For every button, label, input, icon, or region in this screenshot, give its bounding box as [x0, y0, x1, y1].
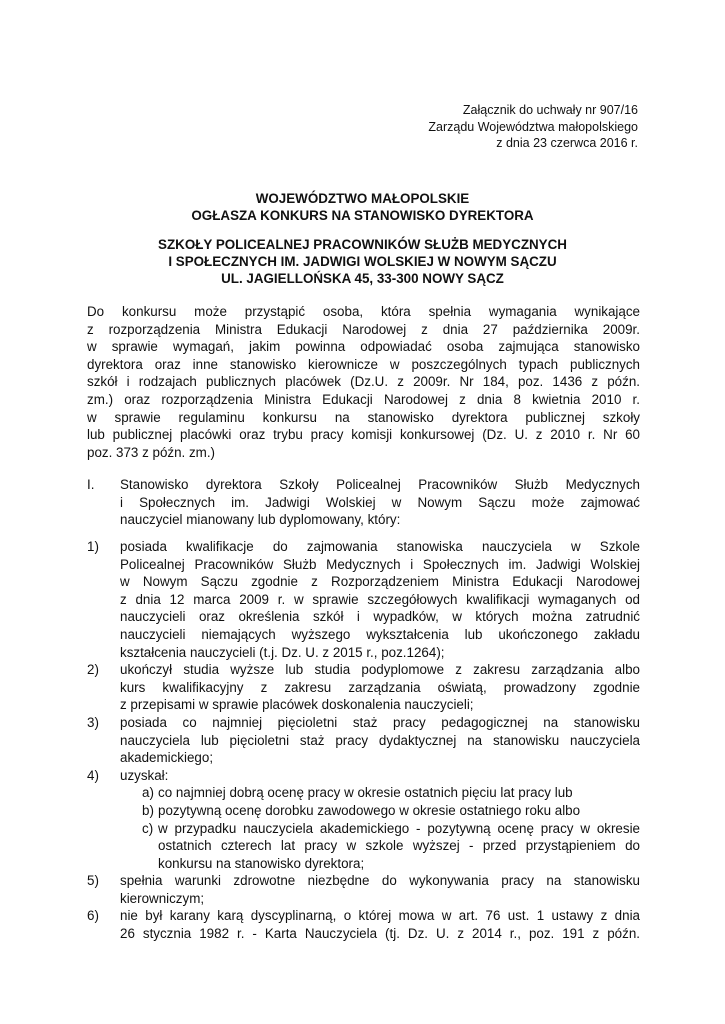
- text-line: z przepisami w sprawie placówek doskonalenia nauczycieli;: [120, 697, 474, 713]
- text-line: zm.) oraz rozporządzenia Ministra Edukacji Narodowej z dnia 8 kwietnia 2010 r.: [87, 391, 640, 407]
- list-item: [87, 714, 640, 767]
- text-line: posiada kwalifikacje do zajmowania stanowiska nauczyciela w Szkole: [120, 539, 640, 554]
- announcement-heading: [0, 190, 725, 224]
- text-line: kształcenia nauczycieli (t.j. Dz. U. z 2015 r., poz.1264);: [120, 644, 445, 660]
- annex-line: Zarządu Województwa małopolskiego: [428, 119, 638, 134]
- sub-item: [120, 802, 640, 820]
- item-number: 3): [87, 714, 99, 730]
- text-line: uzyskał:: [120, 767, 169, 783]
- text-line: Stanowisko dyrektora Szkoły Policealnej Pracowników Służb Medycznych: [120, 477, 640, 492]
- item-number: 5): [87, 873, 99, 889]
- text-line: w Nowym Sączu zgodnie z Rozporządzeniem Ministra Edukacji Narodowej: [120, 574, 640, 590]
- sub-item-letter: b): [142, 802, 154, 818]
- text-line: Policealnej Pracowników Służb Medycznych i Społecznych im. Jadwigi Wolskiej: [120, 556, 640, 572]
- sub-item-letter: a): [142, 785, 154, 801]
- text-line: Do konkursu może przystąpić osoba, która spełnia wymagania wynikające: [87, 304, 640, 319]
- item-number: 4): [87, 767, 99, 783]
- text-line: posiada co najmniej pięcioletni staż pracy pedagogicznej na stanowisku: [120, 714, 640, 730]
- sub-item: [120, 784, 640, 802]
- text-line: lub publicznej placówki oraz trybu pracy komisji konkursowej (Dz. U. z 2010 r. Nr 60: [87, 427, 640, 443]
- list-item: [87, 907, 640, 942]
- item-number: 6): [87, 908, 99, 924]
- heading-line: I SPOŁECZNYCH IM. JADWIGI WOLSKIEJ W NOWYM SĄCZU: [168, 254, 557, 269]
- text-line: w przypadku nauczyciela akademickiego - pozytywną ocenę pracy w okresie: [158, 820, 640, 836]
- annex-line: z dnia 23 czerwca 2016 r.: [496, 136, 638, 150]
- list-item: [87, 661, 640, 714]
- text-line: ukończył studia wyższe lub studia podyplomowe z zakresu zarządzania albo: [120, 662, 640, 678]
- text-line: szkół i rodzajach publicznych placówek (Dz.U. z 2009r. Nr 184, poz. 1436 z późn.: [87, 374, 640, 390]
- annex-note: [428, 102, 638, 152]
- text-line: w sprawie regulaminu konkursu na stanowisko dyrektora publicznej szkoły: [87, 409, 640, 425]
- text-line: co najmniej dobrą ocenę pracy w okresie ostatnich pięciu lat pracy lub: [158, 785, 573, 801]
- annex-line: Załącznik do uchwały nr 907/16: [462, 103, 638, 117]
- text-line: kierowniczym;: [120, 890, 205, 906]
- sub-item: [120, 820, 640, 873]
- text-line: z dnia 12 marca 2009 r. w sprawie szczegółowych kwalifikacji wymaganych od: [120, 591, 640, 607]
- text-line: nauczycieli niemających wyższego wykształcenia lub ukończonego zakładu: [120, 626, 640, 642]
- section-number: I.: [87, 477, 95, 492]
- text-line: ostatnich czterech lat pracy w szkole wyższej - przed przystąpieniem do: [158, 838, 640, 854]
- text-line: akademickiego;: [120, 750, 214, 766]
- intro-paragraph: [87, 303, 640, 461]
- text-line: nie był karany karą dyscyplinarną, o której mowa w art. 76 ust. 1 ustawy z dnia: [120, 908, 640, 924]
- text-line: pozytywną ocenę dorobku zawodowego w okresie ostatniego roku albo: [158, 802, 581, 818]
- text-line: dyrektora oraz inne stanowisko kierownicze w poszczególnych typach publicznych: [87, 356, 640, 372]
- list-item: [87, 538, 640, 661]
- list-item: [87, 872, 640, 907]
- text-line: z rozporządzenia Ministra Edukacji Narodowej z dnia 27 października 2009r.: [87, 321, 640, 337]
- text-line: poz. 373 z późn. zm.): [87, 444, 216, 460]
- section-1: [87, 476, 640, 529]
- text-line: nauczyciel mianowany lub dyplomowany, który:: [120, 512, 401, 528]
- heading-line: WOJEWÓDZTWO MAŁOPOLSKIE: [255, 191, 470, 206]
- requirements-list: [87, 538, 640, 943]
- text-line: 26 stycznia 1982 r. - Karta Nauczyciela (tj. Dz. U. z 2014 r., poz. 191 z późn.: [120, 926, 640, 942]
- text-line: spełnia warunki zdrowotne niezbędne do wykonywania pracy na stanowisku: [120, 873, 640, 889]
- heading-line: OGŁASZA KONKURS NA STANOWISKO DYREKTORA: [191, 208, 534, 223]
- item-number: 1): [87, 539, 99, 554]
- sub-item-letter: c): [142, 820, 154, 836]
- text-line: i Społecznych im. Jadwigi Wolskiej w Nowym Sączu może zajmować: [120, 494, 640, 510]
- text-line: konkursu na stanowisko dyrektora;: [158, 855, 365, 871]
- heading-line: SZKOŁY POLICEALNEJ PRACOWNIKÓW SŁUŻB MEDYCZNYCH: [158, 237, 567, 252]
- text-line: kurs kwalifikacyjny z zakresu zarządzania oświatą, prowadzony zgodnie: [120, 679, 640, 695]
- school-heading: [0, 236, 725, 287]
- list-item: [87, 767, 640, 873]
- text-line: w sprawie wymagań, jakim powinna odpowiadać osoba zajmująca stanowisko: [87, 339, 640, 355]
- text-line: nauczyciela lub pięcioletni staż pracy dydaktycznej na stanowisku nauczyciela: [120, 732, 640, 748]
- text-line: nauczycieli oraz określenia szkół i wypadków, w których można zatrudnić: [120, 609, 640, 625]
- heading-line: UL. JAGIELLOŃSKA 45, 33-300 NOWY SĄCZ: [221, 271, 504, 286]
- item-number: 2): [87, 662, 99, 678]
